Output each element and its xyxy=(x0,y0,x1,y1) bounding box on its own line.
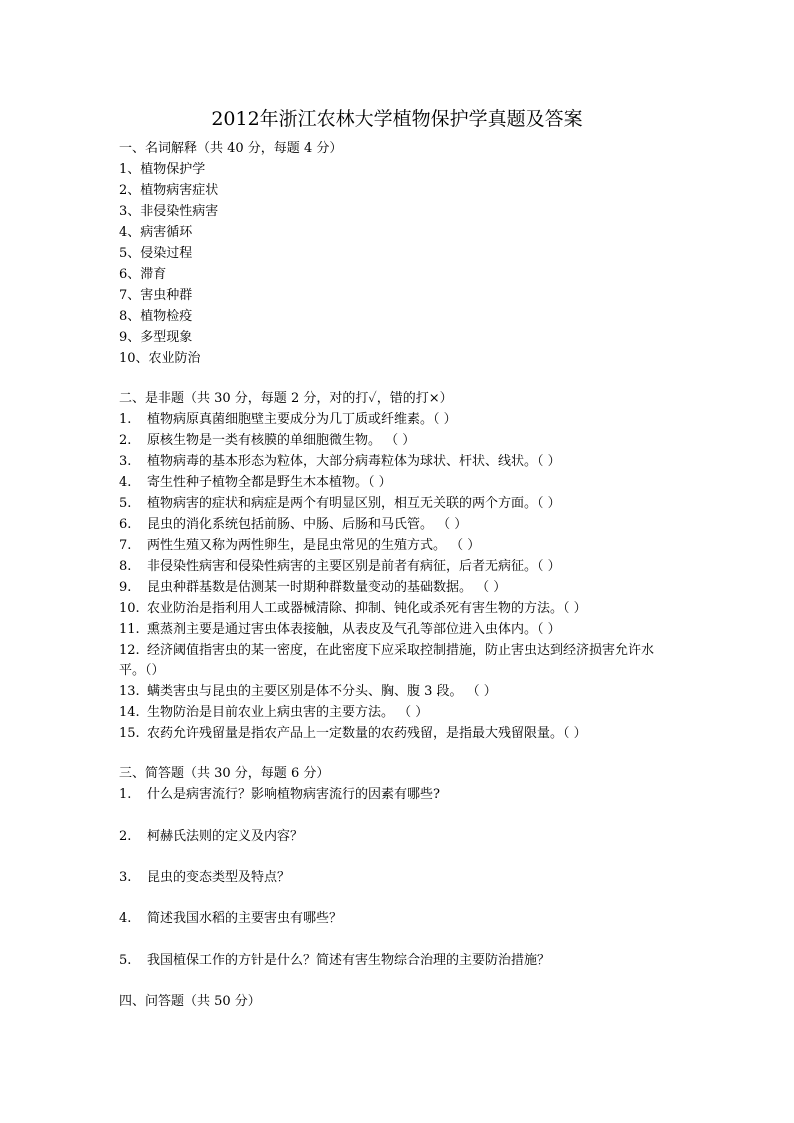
question-text: 植物病毒的基本形态为粒体，大部分病毒粒体为球状、杆状、线状。（ ） xyxy=(147,454,561,469)
question-text: 经济阈值指害虫的某一密度，在此密度下应采取控制措施，防止害虫达到经济损害允许水平。（） xyxy=(119,643,655,678)
question-text: 简述我国水稻的主要害虫有哪些？ xyxy=(147,911,343,926)
question-text: 生物防治是目前农业上病虫害的主要方法。 （ ） xyxy=(147,705,429,720)
short-answer-question xyxy=(119,827,679,847)
true-false-question xyxy=(119,724,679,744)
question-number: 5. xyxy=(119,953,132,968)
term-item: 2、植物病害症状 xyxy=(119,183,219,198)
term-item: 4、病害循环 xyxy=(119,225,193,240)
question-text: 柯赫氏法则的定义及内容？ xyxy=(147,829,304,844)
term-item: 10、农业防治 xyxy=(119,351,201,366)
section1-heading: 一、名词解释（共 40 分，每题 4 分） xyxy=(119,141,343,156)
term-item: 5、侵染过程 xyxy=(119,246,193,261)
true-false-question xyxy=(119,515,679,535)
question-number: 1. xyxy=(119,412,132,427)
question-text: 螨类害虫与昆虫的主要区别是体不分头、胸、腹 3 段。 （ ） xyxy=(147,684,497,699)
short-answer-question xyxy=(119,951,679,971)
question-number: 14. xyxy=(119,705,140,720)
true-false-question xyxy=(119,599,679,619)
question-number: 5. xyxy=(119,496,132,511)
question-number: 4. xyxy=(119,475,132,490)
true-false-question xyxy=(119,452,679,472)
section3-heading: 三、简答题（共 30 分，每题 6 分） xyxy=(119,766,330,781)
term-item: 9、多型现象 xyxy=(119,330,193,345)
true-false-question xyxy=(119,410,679,430)
question-text: 非侵染性病害和侵染性病害的主要区别是前者有病征，后者无病征。（ ） xyxy=(147,559,561,574)
document-title: 2012年浙江农林大学植物保护学真题及答案 xyxy=(211,108,583,130)
question-text: 农药允许残留量是指农产品上一定数量的农药残留，是指最大残留限量。（ ） xyxy=(147,726,587,741)
true-false-question xyxy=(119,578,679,598)
question-number: 13. xyxy=(119,684,140,699)
question-number: 12. xyxy=(119,643,140,658)
question-number: 6. xyxy=(119,517,132,532)
question-text: 昆虫的变态类型及特点？ xyxy=(147,870,291,885)
question-number: 2. xyxy=(119,433,132,448)
question-number: 4. xyxy=(119,911,132,926)
question-number: 10. xyxy=(119,601,140,616)
question-number: 3. xyxy=(119,870,132,885)
term-item: 6、滞育 xyxy=(119,267,167,282)
question-text: 原核生物是一类有核膜的单细胞微生物。 （ ） xyxy=(147,433,416,448)
true-false-question xyxy=(119,641,679,681)
question-text: 我国植保工作的方针是什么？简述有害生物综合治理的主要防治措施？ xyxy=(147,953,551,968)
question-number: 15. xyxy=(119,726,140,741)
term-item: 8、植物检疫 xyxy=(119,309,193,324)
true-false-question xyxy=(119,536,679,556)
question-text: 植物病原真菌细胞壁主要成分为几丁质或纤维素。（ ） xyxy=(147,412,457,427)
term-item: 1、植物保护学 xyxy=(119,162,206,177)
short-answer-question xyxy=(119,868,679,888)
question-text: 农业防治是指利用人工或器械清除、抑制、钝化或杀死有害生物的方法。（ ） xyxy=(147,601,587,616)
term-item: 7、害虫种群 xyxy=(119,288,193,303)
section2-heading: 二、是非题（共 30 分，每题 2 分，对的打✓，错的打×） xyxy=(119,391,453,406)
question-text: 什么是病害流行？影响植物病害流行的因素有哪些? xyxy=(147,787,440,802)
question-text: 昆虫的消化系统包括前肠、中肠、后肠和马氏管。 （ ） xyxy=(147,517,468,532)
question-text: 昆虫种群基数是估测某一时期种群数量变动的基础数据。 （ ） xyxy=(147,580,507,595)
short-answer-question xyxy=(119,909,679,929)
question-text: 两性生殖又称为两性卵生，是昆虫常见的生殖方式。 （ ） xyxy=(147,538,481,553)
true-false-question xyxy=(119,473,679,493)
question-text: 植物病害的症状和病症是两个有明显区别，相互无关联的两个方面。（ ） xyxy=(147,496,561,511)
true-false-question xyxy=(119,494,679,514)
question-number: 2. xyxy=(119,829,132,844)
question-text: 寄生性种子植物全都是野生木本植物。（ ） xyxy=(147,475,392,490)
question-number: 8. xyxy=(119,559,132,574)
question-text: 熏蒸剂主要是通过害虫体表接触，从表皮及气孔等部位进入虫体内。（ ） xyxy=(147,622,561,637)
term-item: 3、非侵染性病害 xyxy=(119,204,219,219)
true-false-question xyxy=(119,703,679,723)
question-number: 7. xyxy=(119,538,132,553)
true-false-question xyxy=(119,620,679,640)
question-number: 1. xyxy=(119,787,132,802)
short-answer-question xyxy=(119,785,679,805)
question-number: 11. xyxy=(119,622,140,637)
true-false-question xyxy=(119,431,679,451)
question-number: 9. xyxy=(119,580,132,595)
section4-heading: 四、问答题（共 50 分） xyxy=(119,994,261,1009)
true-false-question xyxy=(119,682,679,702)
true-false-question xyxy=(119,557,679,577)
question-number: 3. xyxy=(119,454,132,469)
